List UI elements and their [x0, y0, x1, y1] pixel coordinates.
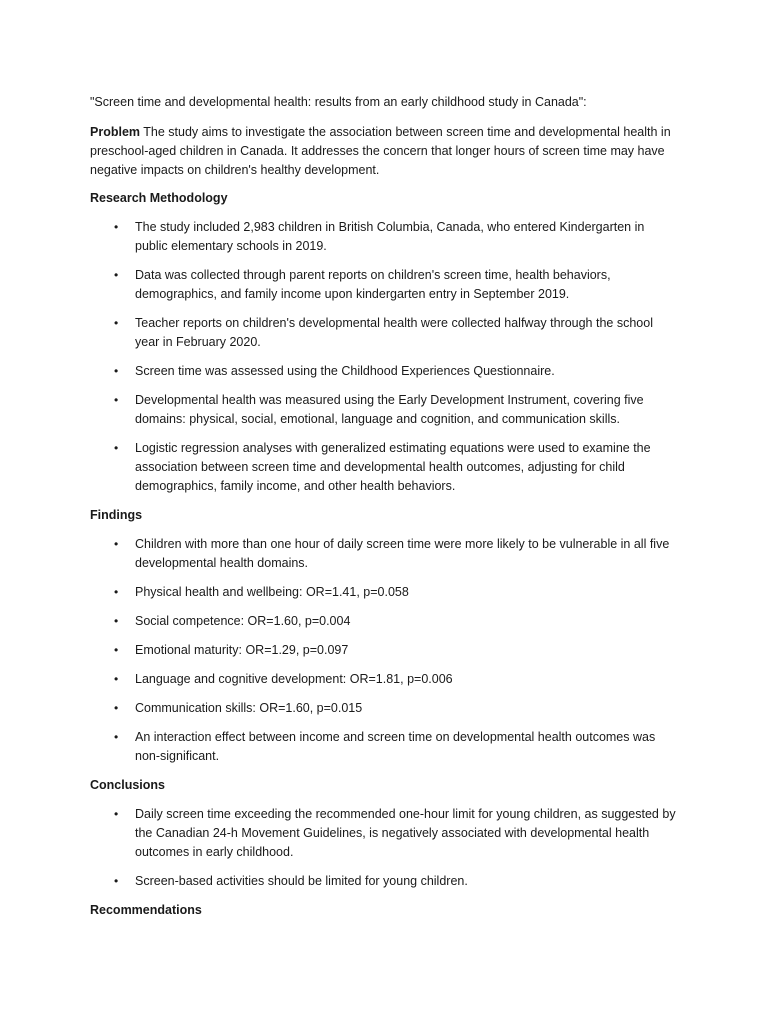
list-item — [90, 728, 680, 766]
list-item-text: Physical health and wellbeing: OR=1.41, p=0.058 — [135, 585, 409, 599]
bullet-icon: • — [114, 316, 119, 330]
bullet-icon: • — [114, 672, 119, 686]
list-item-text: Data was collected through parent reports on children's screen time, health behaviors, demographics, and family income upon kindergarten entry in September 2019. — [135, 268, 611, 301]
list-item-text: Screen-based activities should be limited for young children. — [135, 874, 468, 888]
bullet-icon: • — [114, 643, 119, 657]
problem-paragraph — [90, 123, 680, 180]
findings-heading: Findings — [90, 508, 143, 522]
study-title: "Screen time and developmental health: results from an early childhood study in Canada": — [90, 95, 587, 109]
list-item — [90, 314, 680, 352]
list-item-text: Social competence: OR=1.60, p=0.004 — [135, 614, 351, 628]
conclusions-heading: Conclusions — [90, 778, 166, 792]
recommendations-heading: Recommendations — [90, 903, 202, 917]
bullet-icon: • — [114, 441, 119, 455]
list-item-text: Developmental health was measured using the Early Development Instrument, covering five domains: physical, social, emotional, language and cognition, and communication skills. — [135, 393, 644, 426]
list-item — [90, 641, 680, 660]
conclusions-list — [90, 805, 680, 891]
bullet-icon: • — [114, 537, 119, 551]
list-item-text: Language and cognitive development: OR=1.81, p=0.006 — [135, 672, 453, 686]
bullet-icon: • — [114, 701, 119, 715]
list-item — [90, 612, 680, 631]
list-item — [90, 391, 680, 429]
list-item-text: The study included 2,983 children in British Columbia, Canada, who entered Kindergarten in public elementary schools in 2019. — [135, 220, 645, 253]
list-item-text: Logistic regression analyses with generalized estimating equations were used to examine the association between screen time and developmental health outcomes, adjusting for child demographics, family income, and other health behaviors. — [135, 441, 651, 493]
bullet-icon: • — [114, 364, 119, 378]
list-item — [90, 218, 680, 256]
bullet-icon: • — [114, 585, 119, 599]
list-item — [90, 362, 680, 381]
list-item-text: An interaction effect between income and screen time on developmental health outcomes was non-significant. — [135, 730, 656, 763]
list-item-text: Communication skills: OR=1.60, p=0.015 — [135, 701, 363, 715]
list-item — [90, 872, 680, 891]
problem-label: Problem — [90, 125, 141, 139]
list-item — [90, 699, 680, 718]
bullet-icon: • — [114, 874, 119, 888]
findings-list — [90, 535, 680, 766]
methodology-list — [90, 218, 680, 496]
list-item-text: Emotional maturity: OR=1.29, p=0.097 — [135, 643, 349, 657]
methodology-heading: Research Methodology — [90, 191, 228, 205]
list-item-text: Screen time was assessed using the Childhood Experiences Questionnaire. — [135, 364, 555, 378]
list-item — [90, 670, 680, 689]
bullet-icon: • — [114, 268, 119, 282]
list-item — [90, 535, 680, 573]
bullet-icon: • — [114, 807, 119, 821]
list-item — [90, 583, 680, 602]
document-page — [90, 93, 680, 930]
list-item-text: Daily screen time exceeding the recommended one-hour limit for young children, as suggested by the Canadian 24-h Movement Guidelines, is negatively associated with developmental health outcomes in early childhood. — [135, 807, 676, 859]
bullet-icon: • — [114, 730, 119, 744]
bullet-icon: • — [114, 614, 119, 628]
list-item — [90, 266, 680, 304]
list-item — [90, 805, 680, 862]
bullet-icon: • — [114, 393, 119, 407]
list-item-text: Children with more than one hour of daily screen time were more likely to be vulnerable in all five developmental health domains. — [135, 537, 670, 570]
problem-text: The study aims to investigate the association between screen time and developmental health in preschool-aged children in Canada. It addresses the concern that longer hours of screen time may have negative impacts on children's healthy development. — [90, 125, 671, 177]
list-item-text: Teacher reports on children's developmental health were collected halfway through the school year in February 2020. — [135, 316, 653, 349]
list-item — [90, 439, 680, 496]
bullet-icon: • — [114, 220, 119, 234]
